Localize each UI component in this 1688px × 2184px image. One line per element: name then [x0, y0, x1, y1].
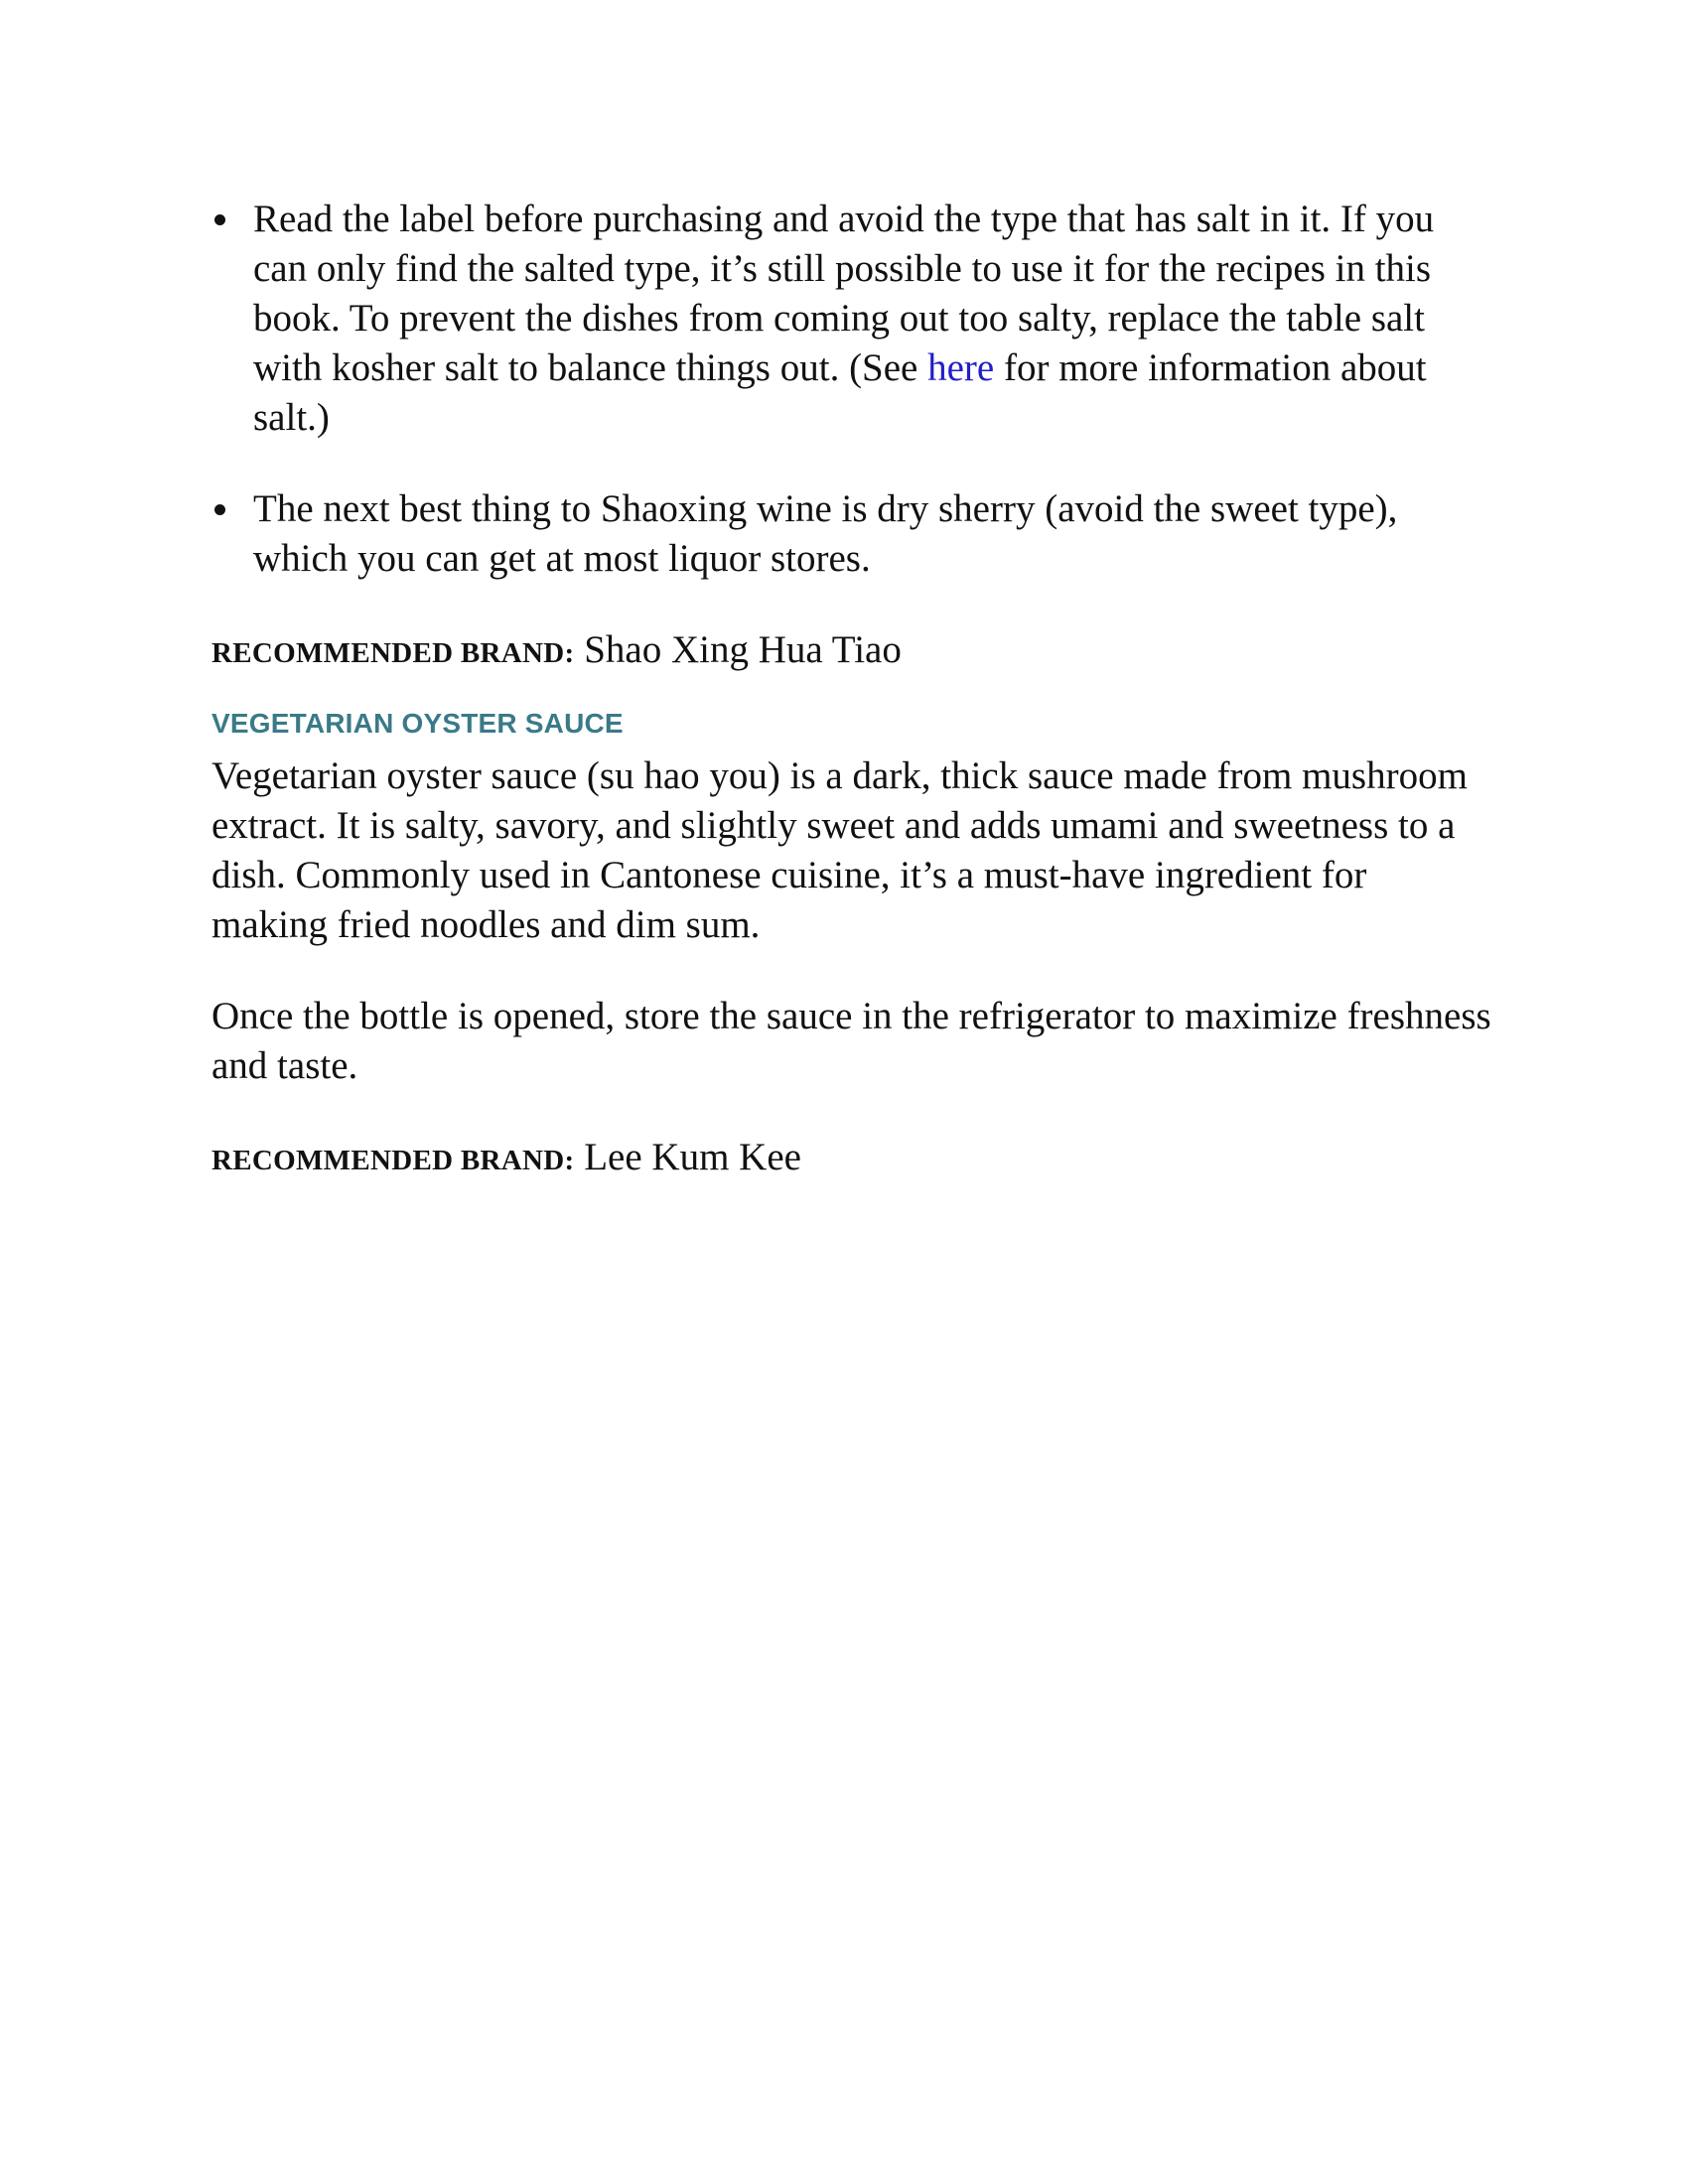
bullet-text-end: for more information about salt.): [253, 346, 1427, 439]
brand-value: Lee Kum Kee: [574, 1136, 801, 1178]
bullet-text-start: Read the label before purchasing and avoid the type that has salt in it. If you can only find the salted type, it’s still possible to use it for the recipes in this book. To prevent the dishes from coming out too salty, replace the table salt with kosher salt to balance things out. (See: [253, 198, 1435, 389]
bullet-text: The next best thing to Shaoxing wine is dry sherry (avoid the sweet type), which you can get at most liquor stores.: [253, 487, 1398, 580]
bullet-icon: [214, 504, 225, 515]
brand-value: Shao Xing Hua Tiao: [574, 628, 902, 671]
brand-label: RECOMMENDED BRAND:: [211, 637, 575, 669]
list-item: [211, 484, 1492, 584]
recommended-brand-oyster-sauce: [211, 1133, 1492, 1185]
bullet-icon: [214, 214, 225, 225]
recommended-brand-shaoxing: [211, 625, 1492, 678]
brand-label: RECOMMENDED BRAND:: [211, 1145, 575, 1176]
oyster-sauce-description: Vegetarian oyster sauce (su hao you) is a dark, thick sauce made from mushroom extract. It is salty, savory, and slightly sweet and adds umami and sweetness to a dish. Commonly used in Cantonese cuisine, it’s a must-have ingredient for making fried noodles and dim sum.: [211, 754, 1468, 946]
salt-info-link[interactable]: here: [927, 346, 995, 389]
bullet-list: [211, 195, 1492, 584]
page-content: [211, 195, 1492, 1213]
list-item: [211, 195, 1492, 443]
section-heading: VEGETARIAN OYSTER SAUCE: [211, 708, 624, 739]
storage-paragraph: Once the bottle is opened, store the sauce in the refrigerator to maximize freshness and taste.: [211, 995, 1491, 1087]
